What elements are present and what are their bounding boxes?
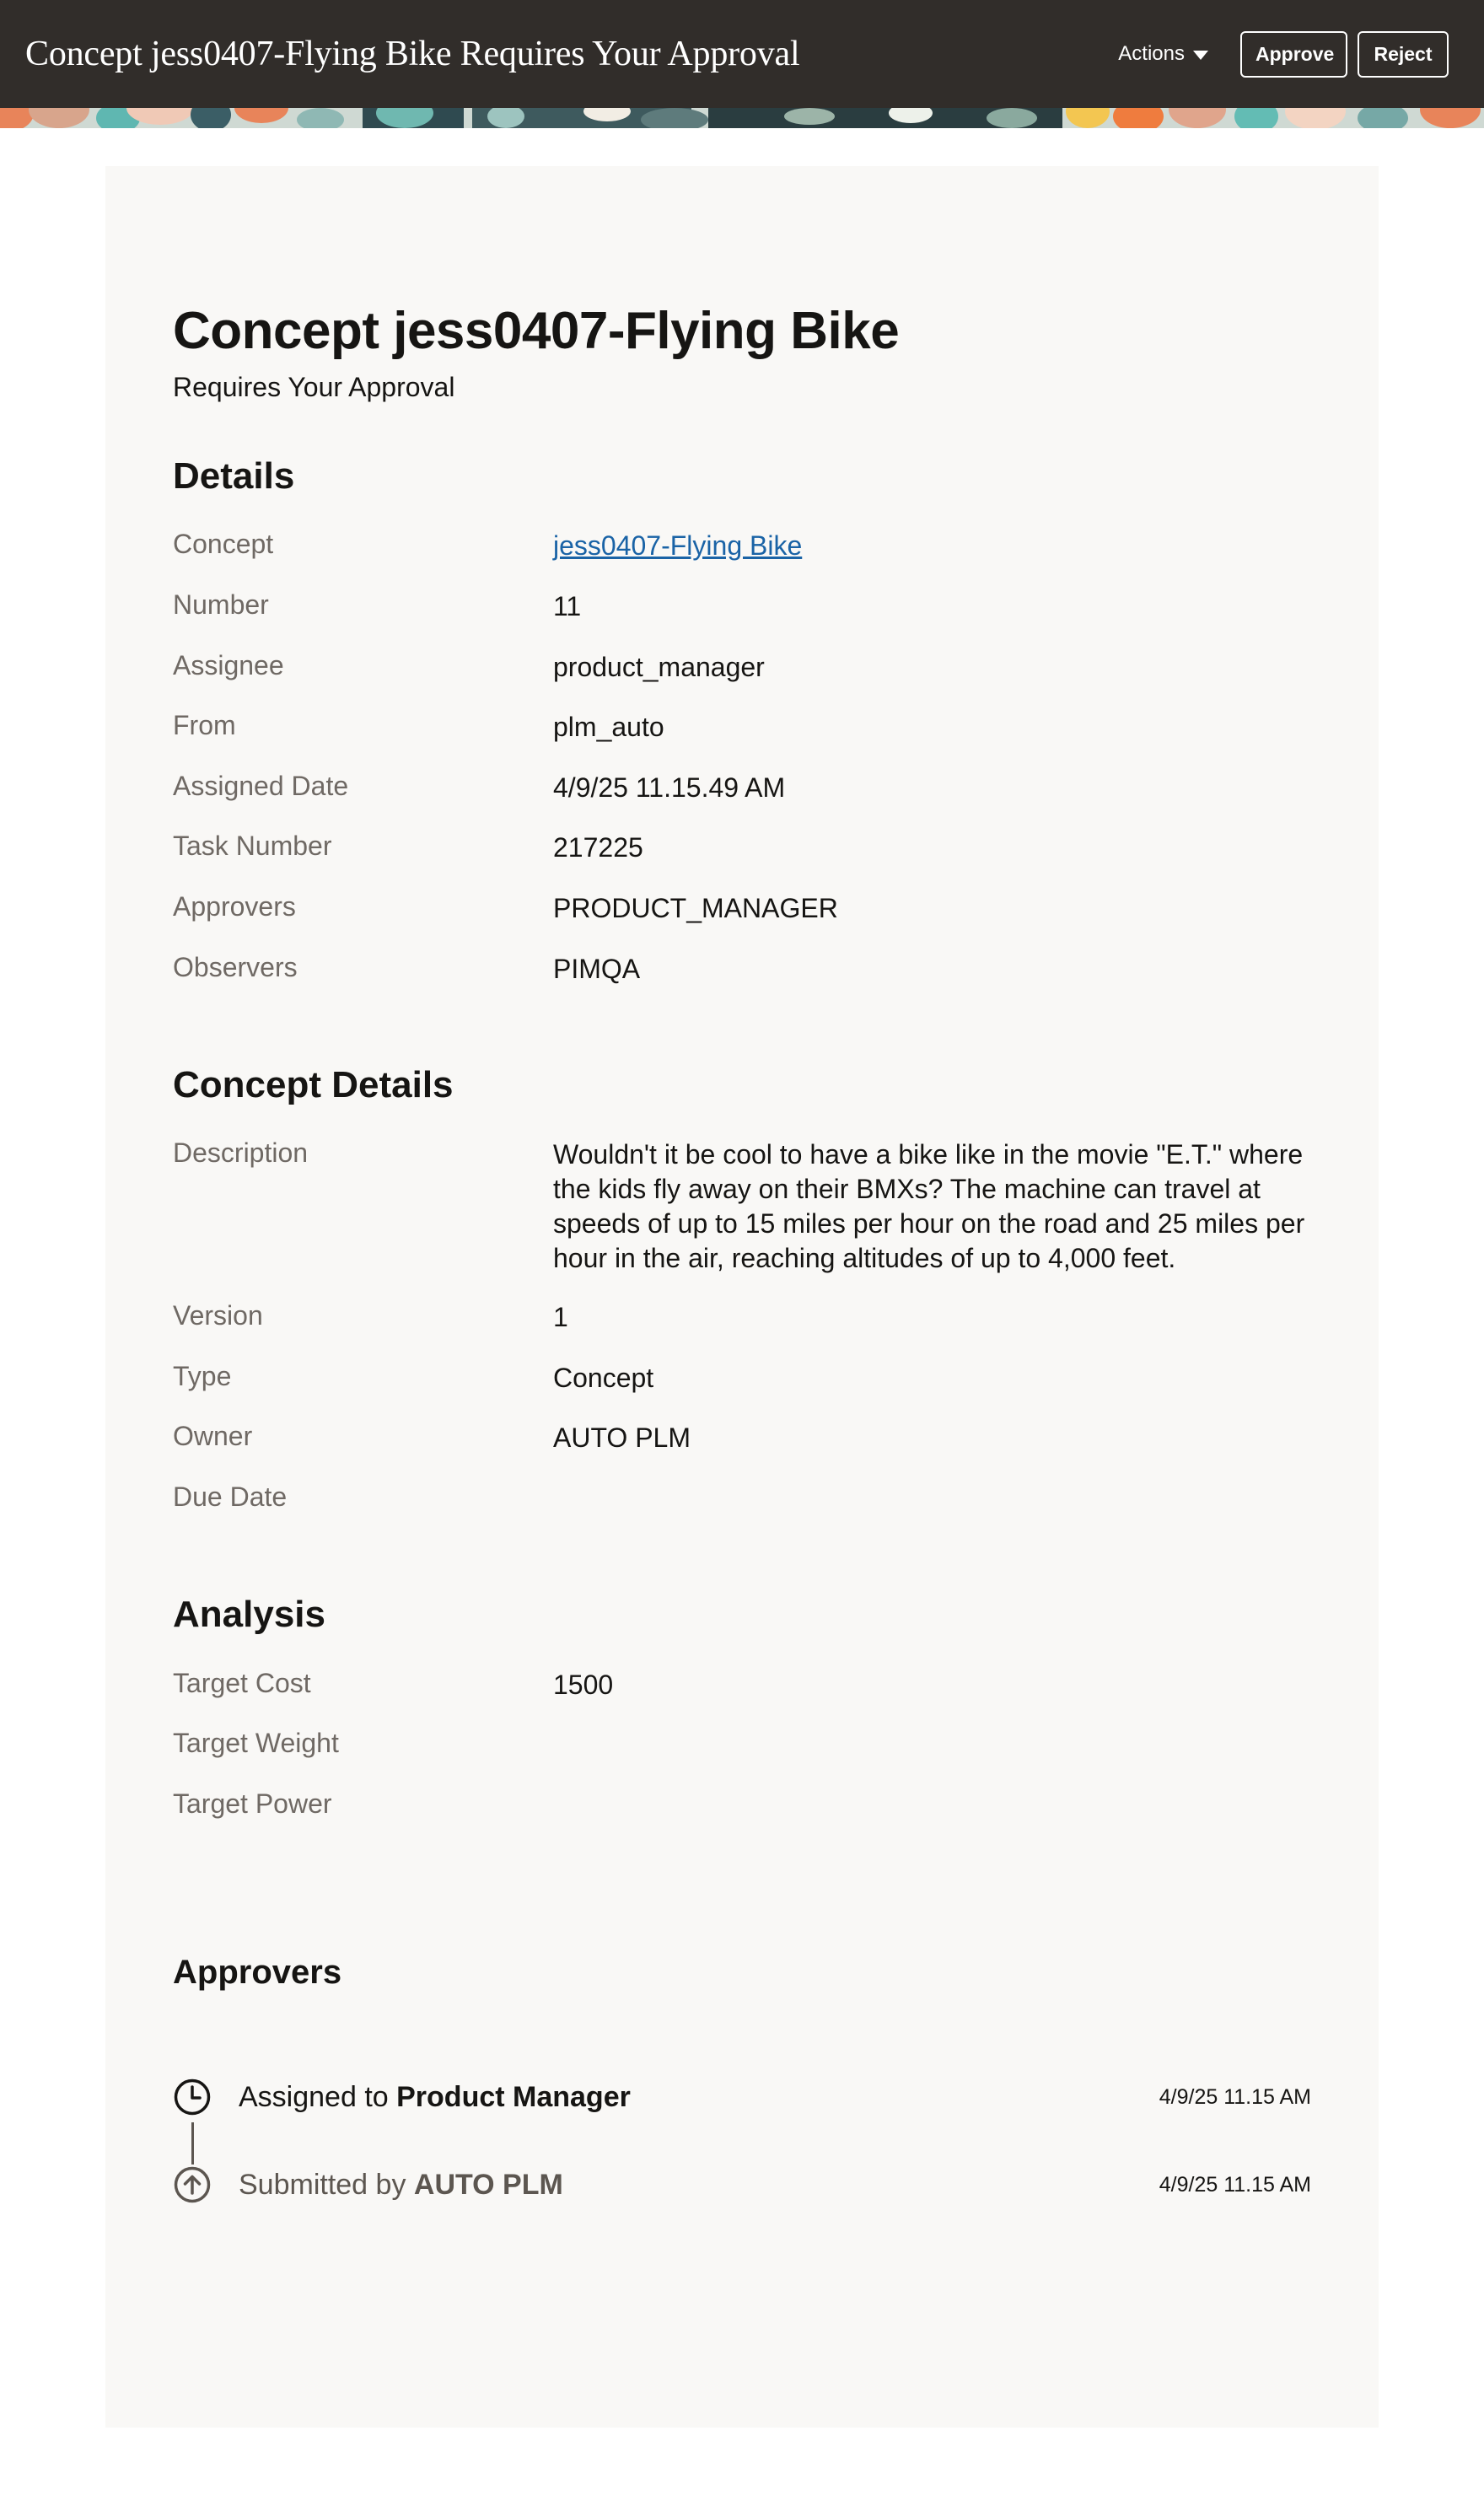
page-header (0, 0, 1484, 108)
row-label: Due Date (173, 1482, 288, 1512)
row-label: Target Power (173, 1788, 332, 1819)
row-label: Type (173, 1361, 232, 1391)
timeline-prefix: Submitted by (239, 2168, 406, 2201)
decorative-banner (0, 108, 1484, 128)
row-value (553, 1482, 1311, 1513)
timeline-time: 4/9/25 11.15 AM (1159, 2084, 1311, 2109)
row-label: Concept (173, 529, 274, 559)
timeline-name: Product Manager (396, 2080, 631, 2113)
timeline-item-assigned (173, 2076, 1311, 2118)
row-value (553, 1728, 1311, 1759)
reject-button[interactable]: Reject (1358, 31, 1449, 78)
analysis-row-target-weight (173, 1728, 1311, 1759)
approve-button[interactable]: Approve (1240, 31, 1347, 78)
analysis-row-target-power (173, 1788, 1311, 1820)
details-row-observers (173, 952, 1311, 987)
details-section-title: Details (173, 455, 295, 497)
details-row-task-number (173, 831, 1311, 865)
row-label: Assignee (173, 650, 284, 680)
details-row-assigned-date (173, 771, 1311, 805)
row-label: Assigned Date (173, 771, 349, 801)
row-label: Observers (173, 952, 298, 982)
concept-row-type (173, 1361, 1311, 1396)
row-value: plm_auto (553, 712, 664, 742)
row-value: Wouldn't it be cool to have a bike like in the movie "E.T." where the kids fly away on their BMXs? The machine can travel at speeds of up to 15 miles per hour on the road and 25 miles per hour in the air, reaching altitudes of up to 4,000 feet. (553, 1139, 1305, 1273)
row-value: product_manager (553, 652, 765, 682)
row-value: Concept (553, 1363, 654, 1393)
row-value: 1500 (553, 1670, 614, 1700)
details-row-from (173, 710, 1311, 745)
details-row-assignee (173, 650, 1311, 685)
concept-row-due-date (173, 1482, 1311, 1513)
caret-down-icon (1193, 51, 1208, 60)
row-value: 217225 (553, 832, 643, 863)
concept-link[interactable]: jess0407-Flying Bike (553, 530, 803, 561)
page-title: Concept jess0407-Flying Bike (173, 302, 900, 360)
timeline-text (239, 2169, 1159, 2202)
row-label: Approvers (173, 891, 296, 922)
concept-row-description (173, 1137, 1311, 1276)
row-label: Number (173, 589, 269, 620)
analysis-row-target-cost (173, 1668, 1311, 1702)
timeline-name: AUTO PLM (413, 2168, 563, 2201)
row-value (553, 1788, 1311, 1820)
analysis-section-title: Analysis (173, 1594, 325, 1635)
concept-row-owner (173, 1421, 1311, 1455)
row-label: Owner (173, 1421, 253, 1451)
timeline-item-placeholder (173, 2245, 1311, 2287)
concept-row-version (173, 1300, 1311, 1335)
row-value: 1 (553, 1302, 568, 1332)
timeline-connector (191, 2122, 194, 2165)
clock-icon (173, 2078, 212, 2116)
row-value: AUTO PLM (553, 1422, 691, 1453)
row-value (553, 529, 1311, 563)
details-row-number (173, 589, 1311, 624)
details-row-concept (173, 529, 1311, 563)
row-label: Version (173, 1300, 263, 1331)
row-label: Description (173, 1137, 309, 1168)
arrow-up-circle-icon (173, 2165, 212, 2204)
banner-pattern-image (0, 108, 1484, 128)
approvers-section-title: Approvers (173, 1954, 342, 1991)
row-label: Target Weight (173, 1728, 339, 1758)
page-subtitle: Requires Your Approval (173, 372, 455, 402)
timeline-prefix: Assigned to (239, 2080, 389, 2113)
details-row-approvers (173, 891, 1311, 926)
row-value: 11 (553, 591, 582, 621)
timeline-time: 4/9/25 11.15 AM (1159, 2172, 1311, 2197)
header-actions (1118, 31, 1449, 78)
header-title: Concept jess0407-Flying Bike Requires Your Approval (25, 35, 800, 73)
row-value: PRODUCT_MANAGER (553, 893, 838, 923)
actions-menu[interactable] (1118, 42, 1208, 66)
actions-label: Actions (1118, 42, 1185, 65)
row-label: Task Number (173, 831, 332, 861)
row-label: From (173, 710, 236, 740)
timeline-item-submitted (173, 2164, 1311, 2206)
timeline-text (239, 2081, 1159, 2114)
concept-details-section-title: Concept Details (173, 1064, 454, 1105)
row-value: 4/9/25 11.15.49 AM (553, 772, 786, 803)
approval-card (105, 166, 1379, 2428)
row-value: PIMQA (553, 954, 641, 984)
row-label: Target Cost (173, 1668, 311, 1698)
